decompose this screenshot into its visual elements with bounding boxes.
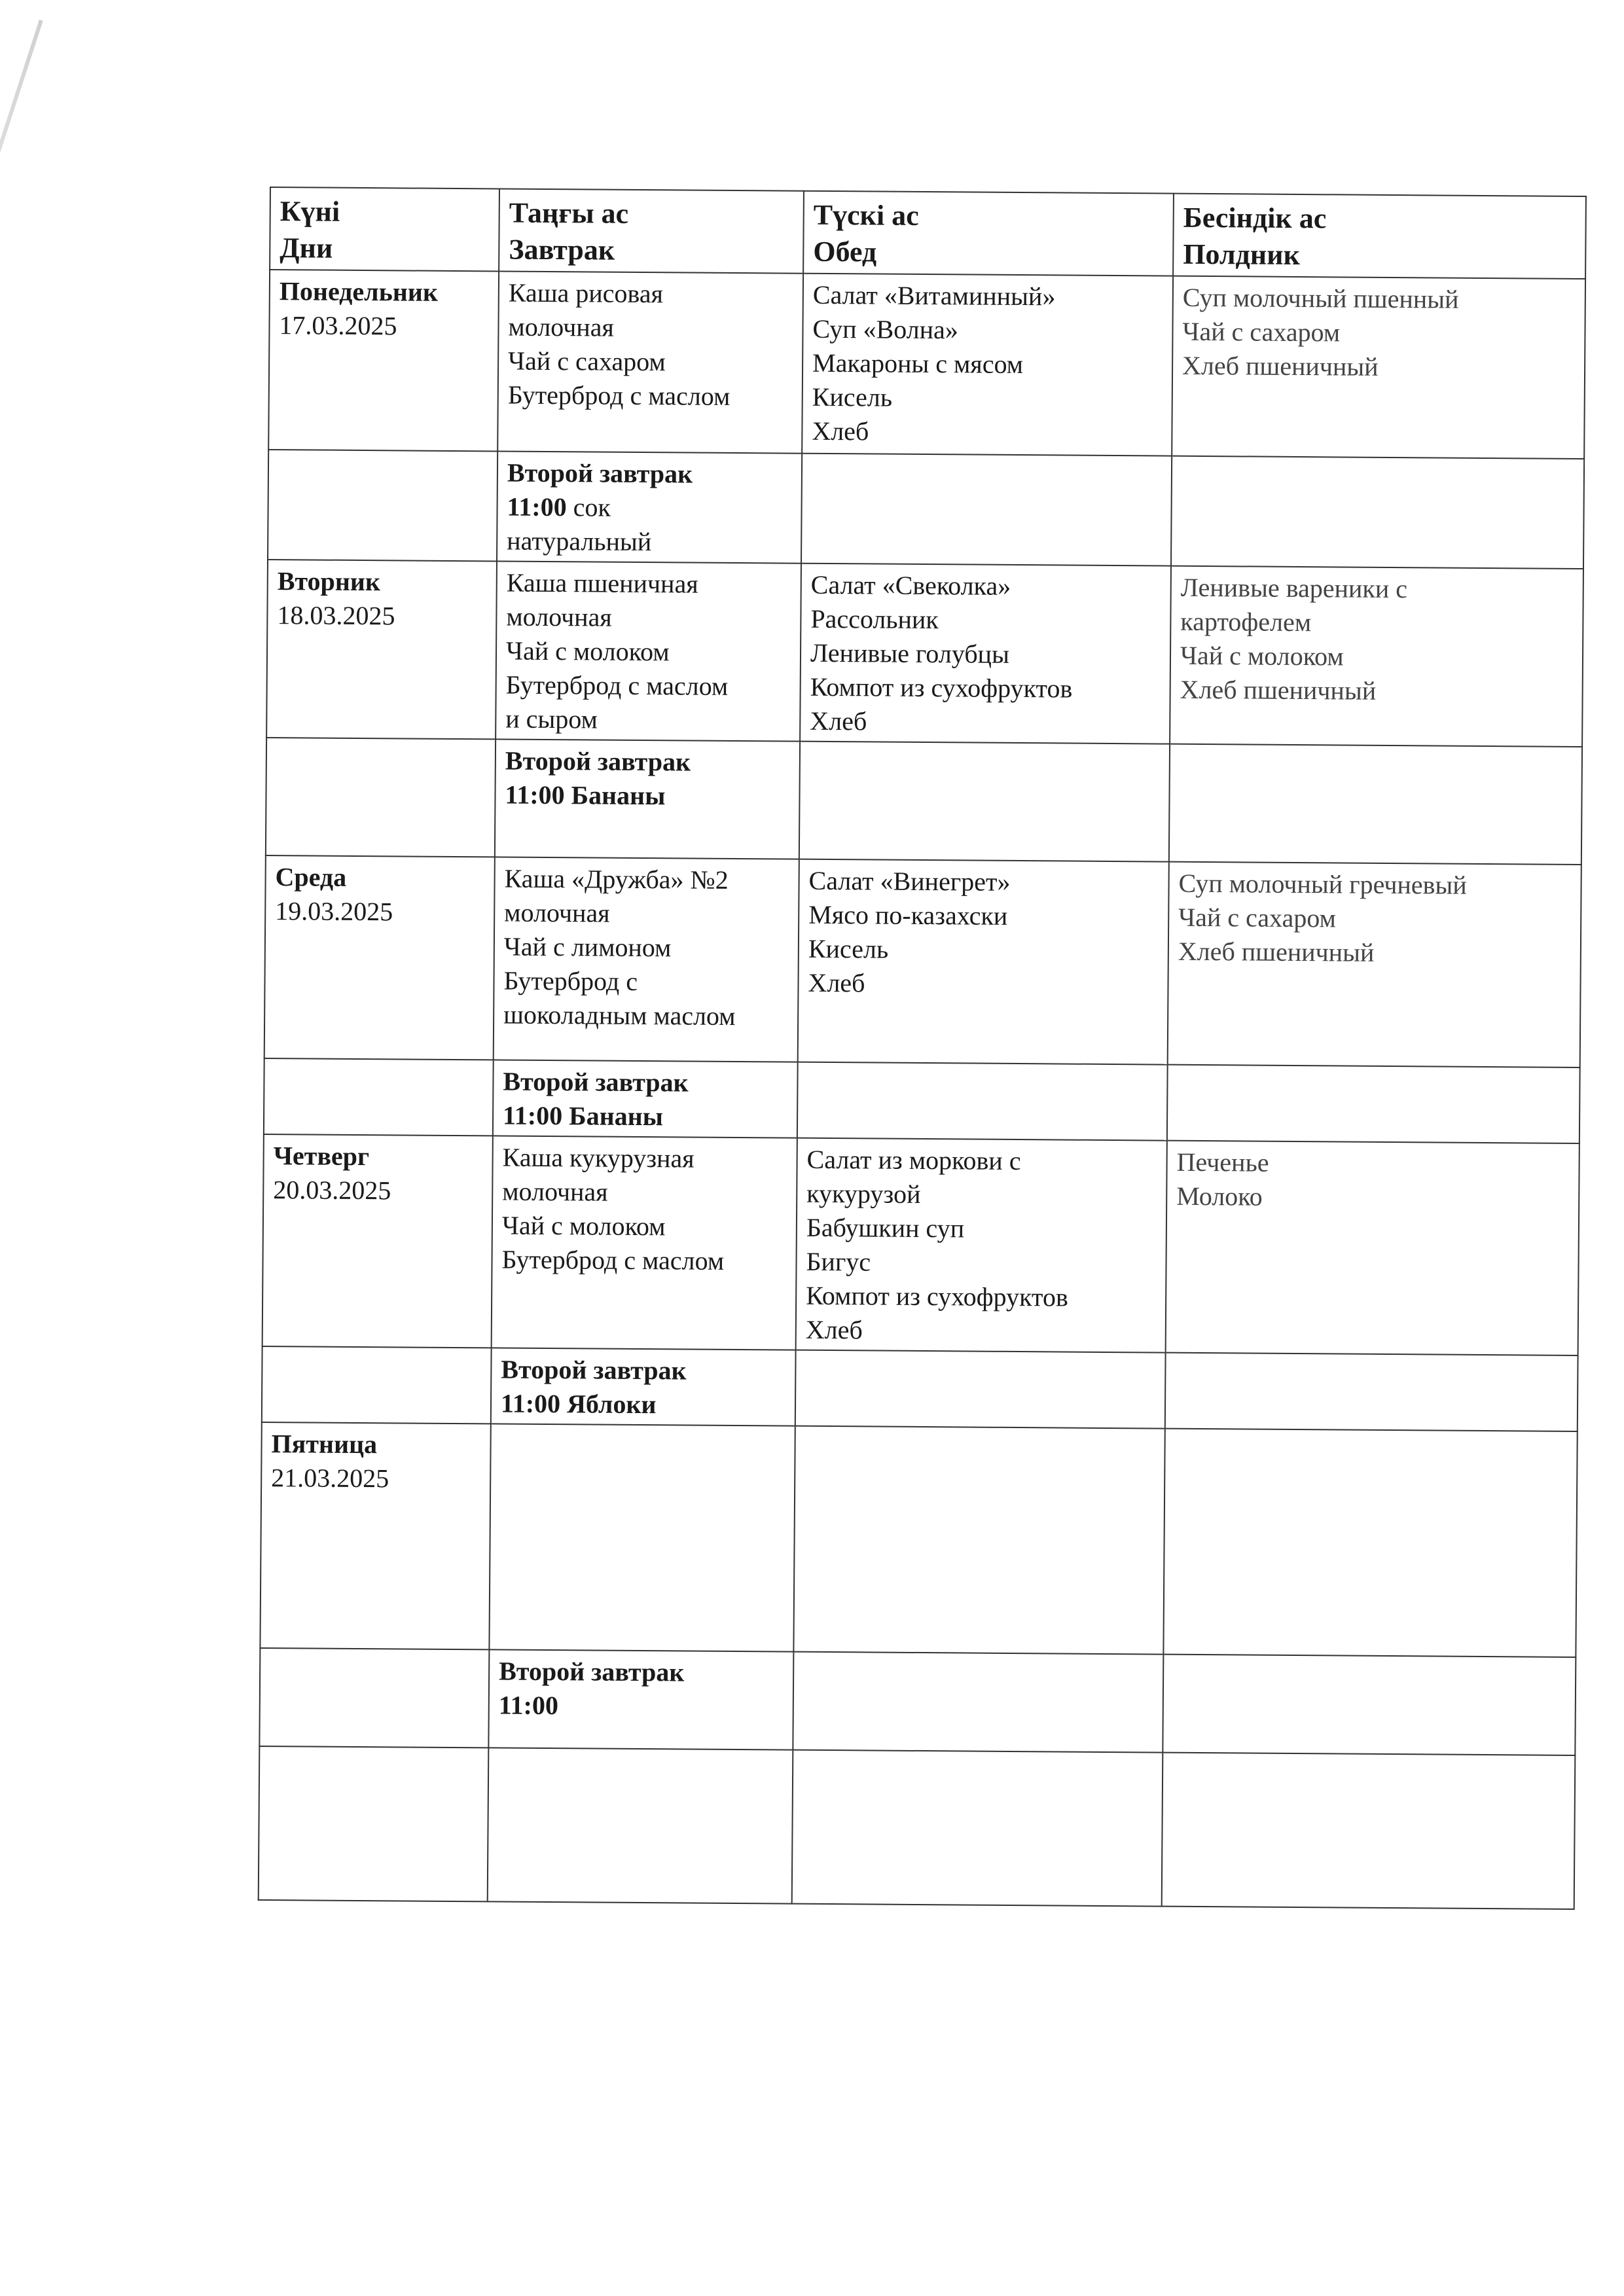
lunch-cell xyxy=(793,1426,1164,1655)
header-snack-kz: Бесіндік ас xyxy=(1183,201,1327,235)
second-breakfast-label: Второй завтрак xyxy=(501,1354,687,1386)
menu-item: Мясо по-казахски xyxy=(808,899,1008,931)
header-snack-ru: Полдник xyxy=(1183,238,1301,271)
day-cell xyxy=(268,270,499,451)
day-row-wednesday xyxy=(264,855,1581,1067)
second-breakfast-cell xyxy=(497,451,802,563)
day-name: Вторник xyxy=(277,566,381,597)
menu-item: Бигус xyxy=(806,1246,871,1277)
empty-cell xyxy=(799,742,1170,862)
menu-item: Хлеб xyxy=(810,706,867,736)
second-breakfast-label: Второй завтрак xyxy=(499,1656,685,1687)
day-date: 18.03.2025 xyxy=(277,600,395,631)
menu-item: Бутерброд с маслом xyxy=(505,670,729,701)
menu-item: Рассольник xyxy=(810,603,939,635)
menu-item: Компот из сухофруктов xyxy=(806,1280,1068,1312)
snack-cell xyxy=(1163,1429,1577,1657)
empty-cell xyxy=(793,1652,1163,1753)
empty-cell xyxy=(259,1746,489,1901)
lunch-cell xyxy=(802,274,1173,456)
second-breakfast-item: сок xyxy=(573,492,611,522)
day-name: Четверг xyxy=(273,1141,370,1172)
breakfast-cell xyxy=(496,561,801,741)
menu-item: Бутерброд с маслом xyxy=(501,1244,725,1276)
empty-cell xyxy=(795,1350,1166,1429)
second-breakfast-label: Второй завтрак xyxy=(507,457,693,489)
empty-cell xyxy=(1169,744,1582,865)
header-days xyxy=(270,187,499,271)
menu-item: Чай с сахаром xyxy=(507,346,666,377)
menu-item: Кисель xyxy=(812,382,893,412)
menu-item: кукурузой xyxy=(806,1178,921,1209)
menu-item: Хлеб пшеничный xyxy=(1180,674,1377,706)
day-name: Среда xyxy=(275,862,347,892)
header-days-kz: Күні xyxy=(280,195,340,228)
menu-item: Чай с молоком xyxy=(505,636,670,667)
menu-item: Каша «Дружба» №2 xyxy=(504,863,729,895)
menu-item: Суп «Волна» xyxy=(812,314,959,345)
second-breakfast-line xyxy=(507,490,791,526)
empty-cell xyxy=(266,738,496,857)
snack-cell xyxy=(1166,1141,1579,1355)
lunch-cell xyxy=(798,859,1169,1065)
menu-item: Суп молочный пшенный xyxy=(1182,282,1459,314)
header-breakfast xyxy=(499,188,804,273)
menu-item: Хлеб пшеничный xyxy=(1178,936,1375,967)
second-breakfast-time: 11:00 Бананы xyxy=(502,1100,664,1132)
breakfast-cell xyxy=(494,857,799,1062)
empty-cell xyxy=(1162,1753,1576,1909)
header-row xyxy=(270,187,1586,279)
menu-item: картофелем xyxy=(1180,606,1312,637)
menu-item: Бабушкин суп xyxy=(806,1212,965,1244)
empty-cell xyxy=(792,1750,1163,1907)
empty-cell xyxy=(268,450,497,561)
empty-cell xyxy=(1167,1065,1580,1143)
menu-item: Каша кукурузная xyxy=(502,1142,695,1174)
second-breakfast-time: 11:00 xyxy=(507,492,567,522)
menu-item: Ленивые вареники с xyxy=(1180,572,1408,604)
menu-item: Салат «Винегрет» xyxy=(808,865,1011,897)
empty-cell xyxy=(797,1062,1168,1141)
header-snack xyxy=(1173,194,1586,279)
second-breakfast-time: 11:00 xyxy=(498,1690,559,1721)
menu-item: молочная xyxy=(506,601,612,632)
second-breakfast-time: 11:00 Яблоки xyxy=(500,1388,657,1420)
header-lunch-ru: Обед xyxy=(813,235,877,268)
menu-item: Бутерброд с маслом xyxy=(507,380,731,411)
day-name: Пятница xyxy=(271,1429,378,1460)
snack-cell xyxy=(1168,862,1581,1067)
day-cell xyxy=(260,1422,490,1649)
header-breakfast-ru: Завтрак xyxy=(509,233,615,266)
second-breakfast-cell xyxy=(488,1649,793,1749)
empty-row xyxy=(259,1746,1576,1909)
lunch-cell xyxy=(796,1138,1167,1353)
second-breakfast-cell xyxy=(495,739,800,859)
second-breakfast-cell xyxy=(493,1060,798,1138)
menu-item: Салат «Витаминный» xyxy=(812,279,1056,312)
empty-cell xyxy=(801,454,1172,566)
header-days-ru: Дни xyxy=(280,232,333,264)
menu-item: Чай с лимоном xyxy=(503,931,672,963)
menu-item: Салат из моркови с xyxy=(806,1144,1021,1176)
day-name: Понедельник xyxy=(279,276,439,307)
snack-cell xyxy=(1172,276,1585,459)
menu-item: Каша рисовая xyxy=(508,278,664,309)
empty-cell xyxy=(488,1748,793,1903)
breakfast-cell xyxy=(492,1136,797,1350)
menu-item: Каша пшеничная xyxy=(506,567,698,599)
second-breakfast-time: 11:00 Бананы xyxy=(505,780,666,811)
empty-cell xyxy=(264,1058,494,1136)
second-breakfast-item: натуральный xyxy=(507,526,652,557)
header-lunch-kz: Түскі ас xyxy=(813,198,919,232)
breakfast-cell xyxy=(497,271,803,453)
breakfast-cell xyxy=(489,1424,795,1651)
menu-item: Печенье xyxy=(1176,1147,1269,1177)
second-breakfast-label: Второй завтрак xyxy=(503,1066,689,1098)
day-cell xyxy=(264,855,495,1060)
day-cell xyxy=(262,1134,493,1348)
menu-item: Чай с сахаром xyxy=(1182,316,1341,348)
menu-item: Хлеб xyxy=(805,1314,863,1345)
second-breakfast-row-friday xyxy=(259,1648,1576,1755)
menu-item: Хлеб пшеничный xyxy=(1182,350,1379,382)
header-lunch xyxy=(803,191,1174,276)
menu-item: Чай с молоком xyxy=(1180,640,1344,672)
second-breakfast-row-thursday xyxy=(262,1346,1578,1431)
snack-cell xyxy=(1170,566,1583,747)
day-date: 21.03.2025 xyxy=(271,1463,389,1494)
empty-cell xyxy=(1165,1353,1578,1431)
menu-item: Чай с сахаром xyxy=(1178,902,1337,933)
second-breakfast-row-monday xyxy=(268,450,1584,569)
menu-item: Макароны с мясом xyxy=(812,348,1024,380)
menu-item: Чай с молоком xyxy=(501,1210,666,1242)
menu-item: Хлеб xyxy=(808,967,865,998)
menu-item: Кисель xyxy=(808,933,889,964)
empty-cell xyxy=(1171,456,1584,569)
menu-item: Компот из сухофруктов xyxy=(810,672,1073,704)
day-date: 20.03.2025 xyxy=(273,1175,391,1206)
day-row-tuesday xyxy=(266,560,1583,747)
menu-item: Ленивые голубцы xyxy=(810,637,1010,669)
second-breakfast-row-wednesday xyxy=(264,1058,1580,1143)
day-row-thursday xyxy=(262,1134,1579,1355)
scan-edge-mark xyxy=(0,20,43,457)
empty-cell xyxy=(1163,1655,1576,1755)
empty-cell xyxy=(259,1648,489,1748)
weekly-menu-table xyxy=(258,187,1587,1910)
menu-item: Хлеб xyxy=(812,416,869,446)
lunch-cell xyxy=(800,564,1171,744)
menu-item: Бутерброд с xyxy=(503,965,638,996)
menu-item: молочная xyxy=(504,897,610,928)
header-breakfast-kz: Таңғы ас xyxy=(509,196,629,230)
menu-item: молочная xyxy=(508,312,615,342)
menu-item: шоколадным маслом xyxy=(503,999,736,1031)
menu-item: и сыром xyxy=(505,704,598,734)
second-breakfast-row-tuesday xyxy=(266,738,1582,865)
empty-cell xyxy=(262,1346,492,1424)
day-cell xyxy=(266,560,497,739)
day-row-friday xyxy=(260,1422,1577,1657)
second-breakfast-label: Второй завтрак xyxy=(505,745,691,777)
day-date: 19.03.2025 xyxy=(275,896,393,927)
day-date: 17.03.2025 xyxy=(279,310,397,341)
menu-item: Суп молочный гречневый xyxy=(1178,868,1467,900)
second-breakfast-cell xyxy=(491,1348,796,1426)
menu-item: молочная xyxy=(502,1176,608,1207)
menu-item: Салат «Свеколка» xyxy=(810,569,1011,601)
day-row-monday xyxy=(268,270,1585,459)
menu-item: Молоко xyxy=(1176,1181,1263,1211)
